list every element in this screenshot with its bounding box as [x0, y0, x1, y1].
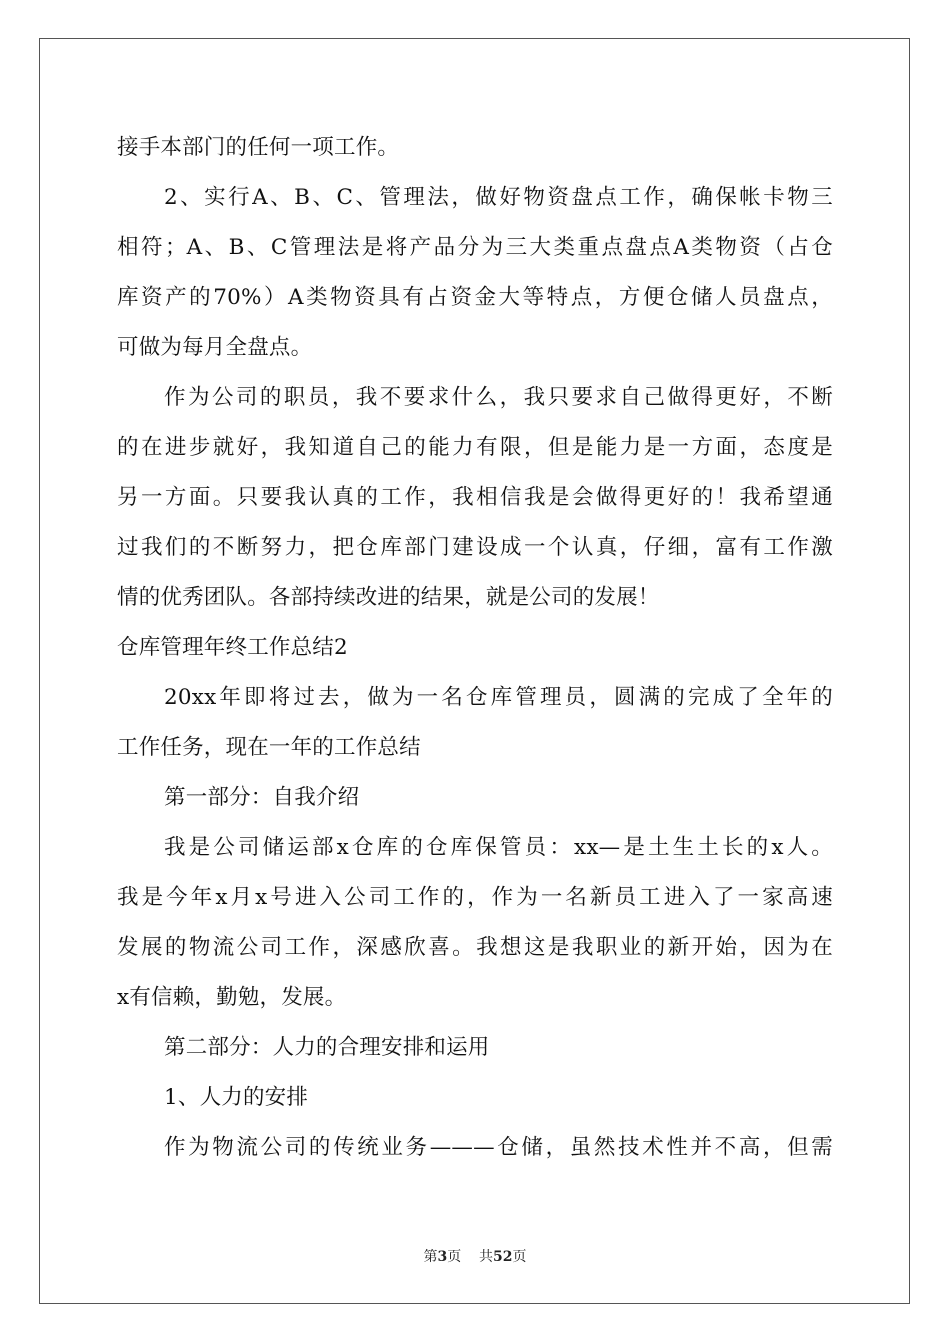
footer-page-current: 3	[437, 1249, 448, 1265]
list-item: 1、人力的安排	[164, 1085, 309, 1110]
text-line: 的在进步就好，我知道自己的能力有限，但是能力是一方面，态度是	[117, 435, 833, 460]
text-line: 20xx年即将过去，做为一名仓库管理员，圆满的完成了全年的	[164, 685, 833, 710]
footer-page-total: 52	[493, 1249, 513, 1265]
text-line: 另一方面。只要我认真的工作，我相信我是会做得更好的！我希望通	[117, 485, 833, 510]
text-line: 工作任务，现在一年的工作总结	[117, 735, 421, 760]
text-line: 我是公司储运部x仓库的仓库保管员：xx—是土生土长的x人。	[164, 835, 833, 860]
text-line: 可做为每月全盘点。	[117, 335, 313, 360]
text-line: 库资产的70%）A类物资具有占资金大等特点，方便仓储人员盘点，	[117, 285, 833, 310]
footer-page-mid: 页 共	[447, 1249, 494, 1265]
text-line: 作为物流公司的传统业务———仓储，虽然技术性并不高，但需	[164, 1135, 833, 1160]
subheading: 第一部分：自我介绍	[164, 785, 360, 810]
text-line: x有信赖，勤勉，发展。	[117, 985, 347, 1010]
text-line: 过我们的不断努力，把仓库部门建设成一个认真，仔细，富有工作激	[117, 535, 833, 560]
subheading: 第二部分：人力的合理安排和运用	[164, 1035, 490, 1060]
text-line: 作为公司的职员，我不要求什么，我只要求自己做得更好，不断	[164, 385, 833, 410]
footer-page-suffix: 页	[512, 1249, 527, 1265]
text-line: 发展的物流公司工作，深感欣喜。我想这是我职业的新开始，因为在	[117, 935, 833, 960]
text-line: 2、实行A、B、C、管理法，做好物资盘点工作，确保帐卡物三	[164, 185, 833, 210]
text-line: 我是今年x月x号进入公司工作的，作为一名新员工进入了一家高速	[117, 885, 833, 910]
text-line: 情的优秀团队。各部持续改进的结果，就是公司的发展！	[117, 585, 660, 610]
text-line: 相符；A、B、C管理法是将产品分为三大类重点盘点A类物资（占仓	[117, 235, 833, 260]
footer-page-prefix: 第	[423, 1249, 438, 1265]
page-footer	[0, 1247, 950, 1267]
text-line: 接手本部门的任何一项工作。	[117, 135, 400, 160]
section-heading: 仓库管理年终工作总结2	[117, 635, 348, 660]
